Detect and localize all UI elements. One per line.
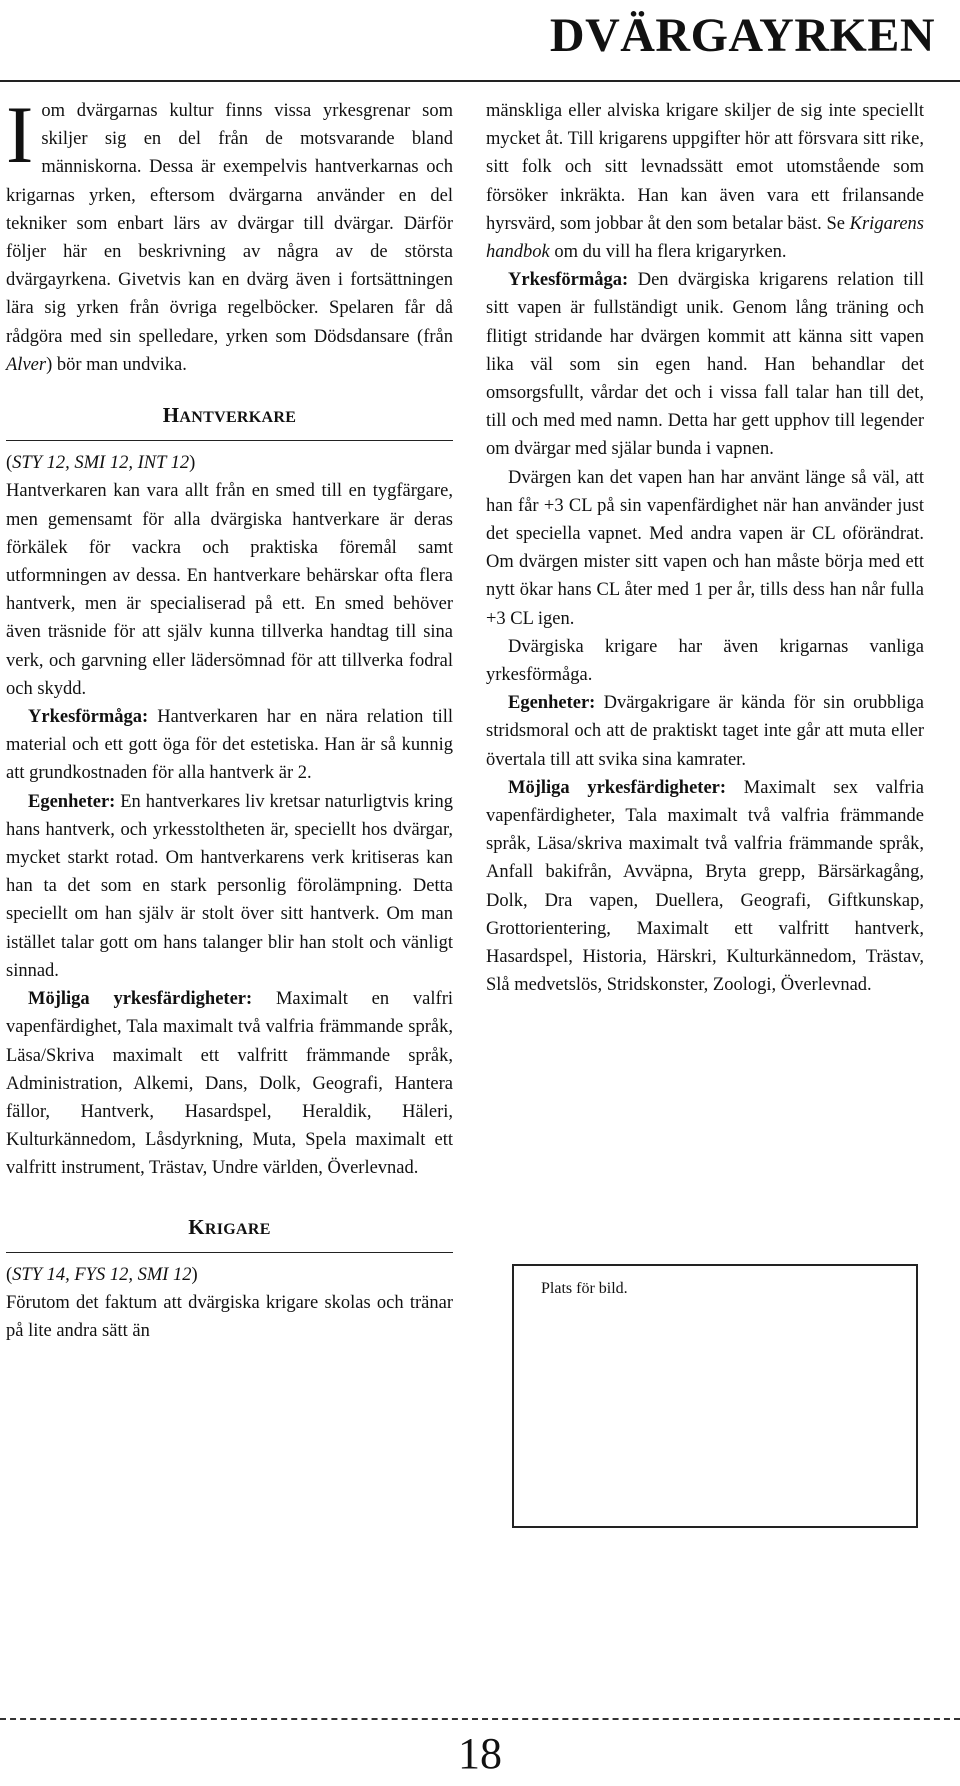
krigare-description-cont: mänskliga eller alviska krigare skiljer de sig inte speciellt mycket åt. Till krigarens uppgifter hör att försvara sitt rike, sitt folk och sitt levnadssätt emot utomstående som försöker inkräkta. Han kan även vara ett frilansande hyrsvärd, som jobbar åt den som betalar bäst. Se Krigarens handbok om du vill ha flera krigaryrken. (486, 101, 924, 263)
hantverkare-ability: Yrkesförmåga: Hantverkaren har en nära relation till material och ett gott öga för det estetiska. Han är så kunnig att grundkostnaden för alla hantverk är 2. (6, 707, 453, 784)
page-title: DVÄRGAYRKEN (549, 9, 935, 62)
krigare-book-title: Krigarens handbok (486, 213, 924, 263)
krigare-stats: (STY 14, FYS 12, SMI 12) (6, 1264, 198, 1285)
left-column (6, 89, 453, 1345)
image-placeholder (512, 1264, 918, 1528)
krigare-ability: Yrkesförmåga: Den dvärgiska krigarens relation till sitt vapen är fullständigt unik. Genom lång träning och flitigt stridande har dvärgen kommit att känna sitt vapen lika väl som sin egen hand. Han behandlar det omsorgsfullt, vårdar det och i vissa fall talar han till det, till och med med namn. Detta har gett upphov till legender om dvärgar med själar bunda i vapnen. (486, 270, 924, 460)
footer-rule (0, 1718, 960, 1720)
krigare-ability-note: Dvärgiska krigare har även krigarnas vanliga yrkesförmåga. (486, 636, 924, 686)
image-placeholder-label: Plats för bild. (541, 1280, 628, 1297)
drop-cap: I (6, 89, 34, 180)
page-number: 18 (458, 1729, 502, 1778)
krigare-skills: Möjliga yrkesfärdigheter: Maximalt sex valfria vapenfärdigheter, Tala maximalt två valfria främmande språk, Läsa/skriva maximalt två valfria främmande språk, Anfall bakifrån, Avväpna, Bryta grepp, Bärsärkagång, Dolk, Dra vapen, Duellera, Geografi, Giftkunskap, Grottorientering, Maximalt ett valfritt hantverk, Hasardspel, Historia, Härskri, Kulturkännedom, Trästav, Slå medvetslös, Stridskonster, Zoologi, Överlevnad. (486, 777, 925, 996)
intro-text: om dvärgarnas kultur finns vissa yrkesgrenar som skiljer sig en del från de motsvarande bland människorna. Dessa är exempelvis hantverkarnas och krigarnas yrken, eftersom dvärgarna använder en del tekniker som enbart lärs av dvärgar till dvärgar. Därför följer här en beskrivning av några av de största dvärgayrkena. Givetvis kan en dvärg även i fortsättningen lära sig yrken från övriga regelböcker. Spelaren får då rådgöra med sin spelledare, yrken som Dödsdansare (från (6, 101, 453, 347)
hantverkare-traits: Egenheter: En hantverkares liv kretsar naturligtvis kring hans hantverk, och yrkesstoltheten är, speciellt hos dvärgar, mycket starkt rotad. Om hantverkarens verk kritiseras kan han ta det som en stark personlig förolämpning. Detta speciellt om han själv är stolt över sitt hantverk. Om man istället talar gott om hans talanger blir han stolt och vänligt sinnad. (6, 791, 453, 981)
hantverkare-skills: Möjliga yrkesfärdigheter: Maximalt en valfri vapenfärdighet, Tala maximalt två valfria främmande språk, Läsa/Skriva maximalt ett valfritt främmande språk, Administration, Alkemi, Dans, Dolk, Geografi, Hantera fällor, Hantverk, Hasardspel, Heraldik, Häleri, Kulturkännedom, Låsdyrkning, Muta, Spela maximalt ett valfritt instrument, Trästav, Undre världen, Överlevnad. (6, 989, 453, 1179)
intro-paragraph (6, 89, 453, 379)
intro-book-title: Alver (6, 354, 47, 375)
krigare-ability-detail: Dvärgen kan det vapen han har använt länge så väl, att han får +3 CL på sin vapenfärdighet när han använder just det speciella vapnet. Med andra vapen är CL oförändrat. Om dvärgen mister sitt vapen och han måste börja med ett nytt ökar hans CL åter med 1 per år, tills dess han når fulla +3 CL igen. (486, 467, 924, 629)
heading-rule (6, 1252, 453, 1253)
krigare-description-start: Förutom det faktum att dvärgiska krigare skolas och tränar på lite andra sätt än (6, 1292, 453, 1342)
section-heading-hantverkare: HANTVERKARE (162, 403, 297, 428)
title-rule (0, 80, 960, 82)
intro-text-end: ) bör man undvika. (46, 354, 187, 375)
krigare-traits: Egenheter: Dvärgakrigare är kända för sin orubbliga stridsmoral och att de praktiskt taget inte går att muta eller övertala till att svika sina kamrater. (486, 693, 924, 770)
hantverkare-description: Hantverkaren kan vara allt från en smed till en tygfärgare, men gemensamt för alla dvärgiska hantverkare är deras förkälek för vackra och praktiska föremål samt utformningen av dessa. En hantverkare behärskar ofta flera hantverk, men är specialiserad på ett. En smed behöver även träsnide för att själv kunna tillverka handtag till sina verk, och garvning eller lädersömnad för att tillverka fodral och skydd. (6, 481, 453, 699)
hantverkare-stats: (STY 12, SMI 12, INT 12) (6, 453, 196, 474)
heading-rule (6, 440, 453, 441)
section-heading-krigare: KRIGARE (188, 1214, 271, 1239)
right-column (486, 97, 924, 1000)
